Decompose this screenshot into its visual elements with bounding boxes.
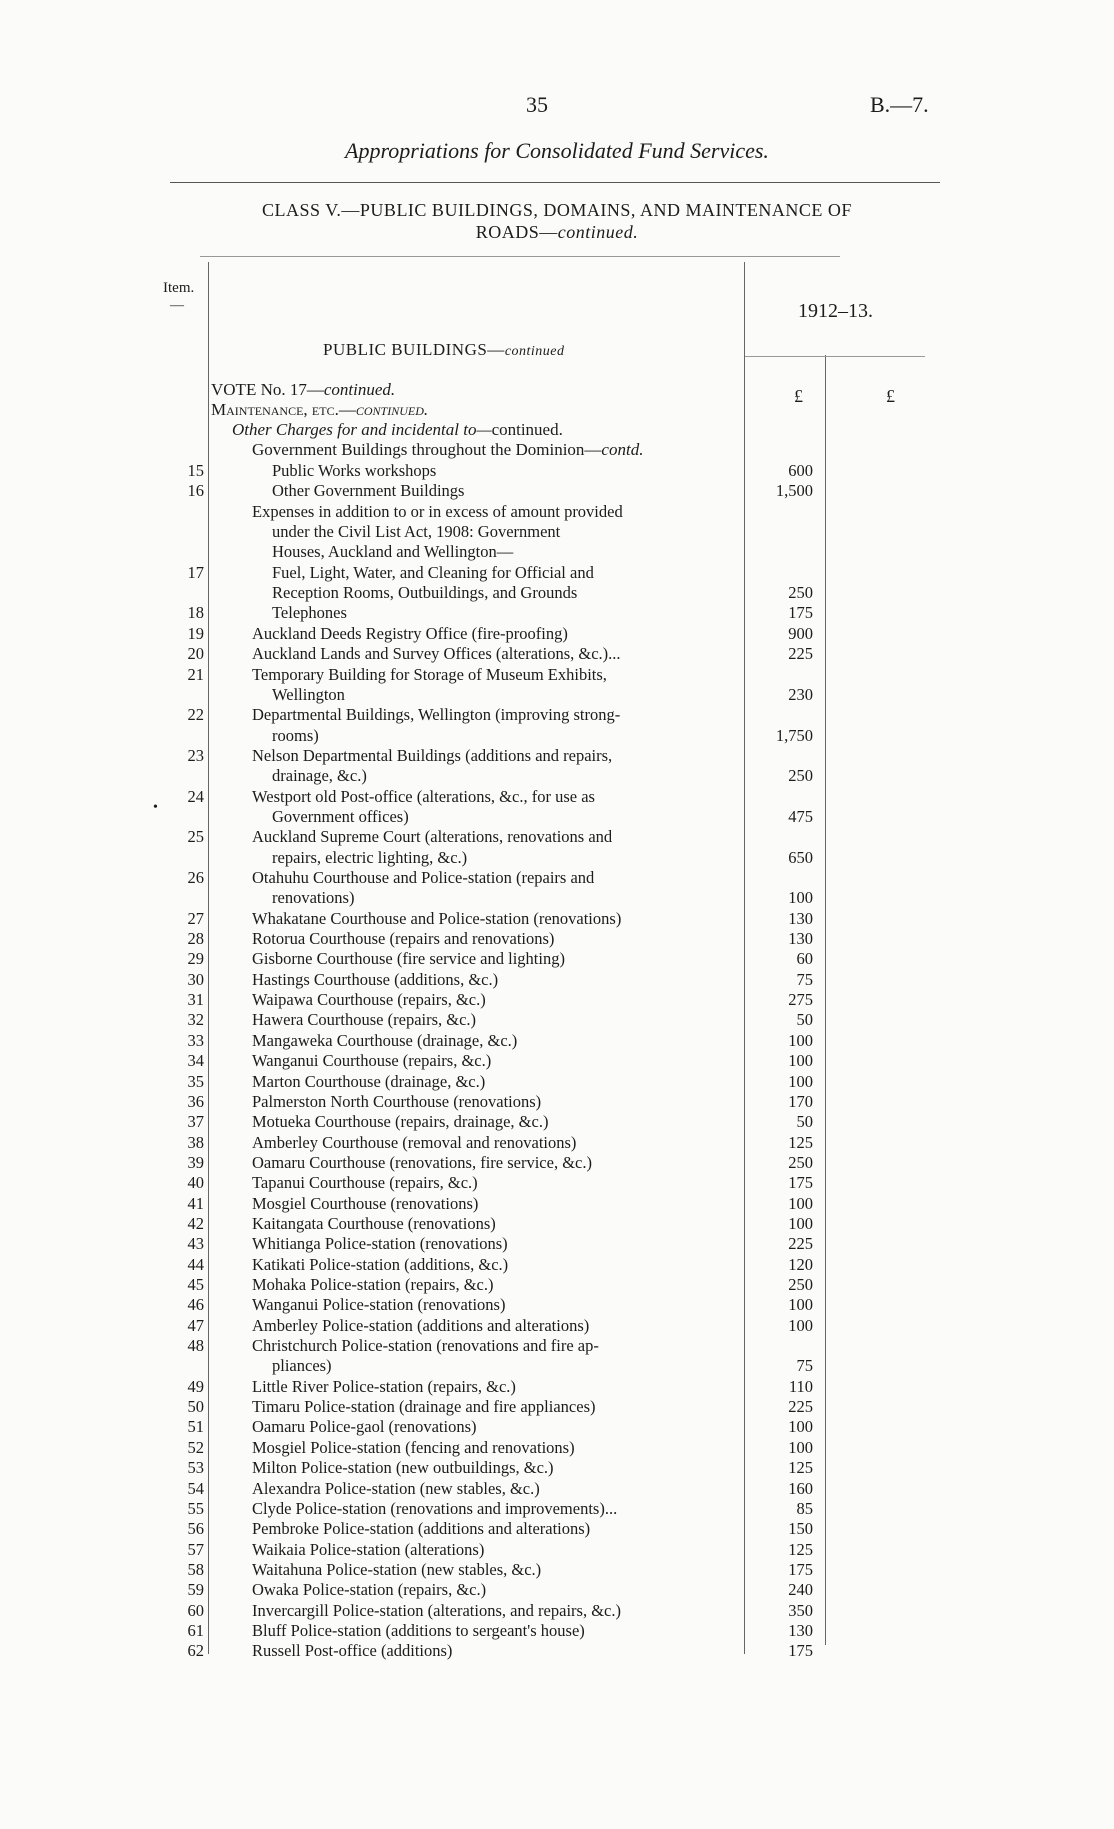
section-title-continued: continued [504, 344, 565, 359]
table-row [0, 1580, 1114, 1601]
table-row [0, 909, 1114, 930]
item-amount: 125 [788, 1132, 813, 1152]
item-amount: 100 [788, 1213, 813, 1233]
item-description: Motueka Courthouse (repairs, drainage, &c.) [252, 1112, 549, 1132]
item-amount: 85 [796, 1498, 813, 1518]
table-row [0, 1072, 1114, 1093]
item-description: Departmental Buildings, Wellington (improving strong- [252, 705, 621, 725]
other-charges-heading [232, 420, 563, 440]
item-description: Hawera Courthouse (repairs, &c.) [252, 1010, 477, 1030]
other-charges-heading-text: Other Charges for and incidental to— [232, 420, 492, 439]
item-amount: 250 [788, 1152, 813, 1172]
item-amount: 475 [788, 806, 813, 826]
table-row [0, 1295, 1114, 1316]
section-title [323, 340, 565, 360]
vote-heading [211, 380, 395, 400]
item-number: 26 [187, 868, 204, 887]
item-amount: 100 [788, 1051, 813, 1071]
item-description: Public Works workshops [272, 461, 437, 480]
item-description: Auckland Deeds Registry Office (fire-proofing) [252, 623, 568, 643]
item-number: 45 [187, 1275, 204, 1294]
table-row [0, 970, 1114, 991]
item-number: 54 [187, 1478, 204, 1498]
page-title: Appropriations for Consolidated Fund Services. [345, 138, 769, 163]
government-buildings-heading-contd: contd. [601, 440, 644, 459]
item-description: Palmerston North Courthouse (renovations) [252, 1091, 542, 1111]
item-description: Waikaia Police-station (alterations) [252, 1539, 485, 1559]
item-description: Milton Police-station (new outbuildings, &c.) [252, 1458, 554, 1478]
table-row [0, 888, 1114, 909]
item-number: 43 [187, 1234, 204, 1254]
table-row [0, 1153, 1114, 1174]
item-amount: 100 [788, 1437, 813, 1457]
table-row [0, 481, 1114, 502]
item-amount: 130 [788, 929, 813, 949]
item-description: Owaka Police-station (repairs, &c.) [252, 1580, 487, 1600]
table-row [0, 1458, 1114, 1479]
item-description: Telephones [272, 603, 347, 623]
item-amount: 230 [788, 684, 813, 704]
item-number: 31 [187, 990, 204, 1010]
class-heading-continued: continued. [557, 222, 639, 242]
item-description: Amberley Courthouse (removal and renovations) [252, 1132, 577, 1152]
expenses-heading-line3 [0, 542, 1114, 563]
item-description: Houses, Auckland and Wellington— [272, 542, 514, 562]
item-number: 48 [187, 1336, 204, 1356]
table-row [0, 848, 1114, 869]
expenses-heading-line1 [0, 502, 1114, 523]
other-charges-heading-continued: continued. [491, 420, 563, 439]
item-number: 50 [187, 1397, 204, 1417]
item-number: 52 [187, 1437, 204, 1457]
table-row [0, 644, 1114, 665]
item-number: 33 [187, 1030, 204, 1050]
item-description: Mosgiel Police-station (fencing and renovations) [252, 1437, 575, 1457]
table-row [0, 1275, 1114, 1296]
table-row [0, 1560, 1114, 1581]
year-rule [745, 356, 925, 357]
item-amount: 900 [788, 623, 813, 643]
item-number: 36 [187, 1091, 204, 1111]
item-description: Marton Courthouse (drainage, &c.) [252, 1071, 486, 1091]
item-description: Waipawa Courthouse (repairs, &c.) [252, 990, 486, 1010]
table-row [0, 1316, 1114, 1337]
item-number: 58 [187, 1559, 204, 1579]
item-amount: 175 [788, 603, 813, 623]
item-description: Nelson Departmental Buildings (additions and repairs, [252, 745, 613, 765]
page-number: 35 [526, 92, 548, 117]
item-number: 21 [187, 664, 204, 684]
item-number: 40 [187, 1173, 204, 1193]
table-row [0, 1519, 1114, 1540]
table-row [0, 1356, 1114, 1377]
table-row [0, 1621, 1114, 1642]
table-row [0, 868, 1114, 889]
item-description: Mohaka Police-station (repairs, &c.) [252, 1275, 494, 1294]
table-row [0, 624, 1114, 645]
item-amount: 100 [788, 1315, 813, 1335]
vote-heading-continued: continued. [323, 380, 396, 399]
item-description: Clyde Police-station (renovations and improvements)... [252, 1498, 618, 1518]
item-description: Pembroke Police-station (additions and alterations) [252, 1519, 591, 1539]
item-amount: 50 [796, 1010, 813, 1030]
item-amount: 160 [788, 1478, 813, 1498]
item-number: 39 [187, 1152, 204, 1172]
item-amount: 50 [796, 1112, 813, 1132]
item-description: drainage, &c.) [272, 766, 367, 786]
item-number: 60 [187, 1600, 204, 1620]
table-row [0, 1133, 1114, 1154]
table-row [0, 1641, 1114, 1662]
item-amount: 75 [796, 969, 813, 989]
table-row [0, 726, 1114, 747]
item-number: 53 [187, 1458, 204, 1478]
expenses-heading-line2 [0, 522, 1114, 543]
item-number: 24 [187, 786, 204, 806]
item-amount: 100 [788, 1071, 813, 1091]
item-description: Invercargill Police-station (alterations, and repairs, &c.) [252, 1600, 621, 1620]
table-row [0, 461, 1114, 482]
item-description: Katikati Police-station (additions, &c.) [252, 1254, 509, 1274]
item-description: Temporary Building for Storage of Museum Exhibits, [252, 664, 607, 684]
document-reference: B.—7. [870, 92, 929, 117]
item-amount: 120 [788, 1254, 813, 1274]
table-row [0, 1214, 1114, 1235]
item-description: Wanganui Courthouse (repairs, &c.) [252, 1051, 492, 1071]
item-number: 27 [187, 908, 204, 928]
class-heading-line1: CLASS V.—PUBLIC BUILDINGS, DOMAINS, AND MAINTENANCE OF [262, 200, 852, 220]
item-description: rooms) [272, 725, 319, 745]
table-row [0, 990, 1114, 1011]
item-amount: 225 [788, 644, 813, 664]
table-row [0, 1540, 1114, 1561]
item-amount: 175 [788, 1173, 813, 1193]
item-description: Wanganui Police-station (renovations) [252, 1295, 506, 1315]
item-description: Whitianga Police-station (renovations) [252, 1234, 508, 1254]
item-number: 51 [187, 1417, 204, 1437]
maintenance-heading-continued: continued. [355, 400, 429, 419]
table-row [0, 563, 1114, 584]
table-row [0, 1397, 1114, 1418]
item-amount: 60 [796, 949, 813, 969]
item-description: Otahuhu Courthouse and Police-station (repairs and [252, 868, 595, 887]
table-row [0, 1051, 1114, 1072]
item-number: 41 [187, 1193, 204, 1213]
item-number: 56 [187, 1519, 204, 1539]
item-amount: 240 [788, 1580, 813, 1600]
item-amount: 170 [788, 1091, 813, 1111]
table-row [0, 603, 1114, 624]
item-number: 42 [187, 1213, 204, 1233]
item-amount: 75 [796, 1356, 813, 1376]
item-description: renovations) [272, 888, 355, 908]
government-buildings-heading [252, 440, 643, 460]
year-column-header: 1912–13. [798, 300, 873, 322]
maintenance-heading [211, 400, 428, 420]
item-number: 32 [187, 1010, 204, 1030]
item-amount: 1,750 [775, 725, 813, 745]
item-amount: 175 [788, 1559, 813, 1579]
item-amount: 100 [788, 1030, 813, 1050]
item-description: Wellington [272, 684, 345, 704]
item-number: 47 [187, 1315, 204, 1335]
item-amount: 130 [788, 1620, 813, 1640]
table-row [0, 1234, 1114, 1255]
table-row [0, 1417, 1114, 1438]
currency-symbol-total: £ [886, 386, 895, 406]
item-amount: 1,500 [775, 481, 813, 501]
item-description: Fuel, Light, Water, and Cleaning for Official and [272, 562, 594, 582]
table-row [0, 1112, 1114, 1133]
table-row [0, 929, 1114, 950]
table-row [0, 766, 1114, 787]
item-description: Expenses in addition to or in excess of amount provided [252, 501, 623, 521]
table-row [0, 827, 1114, 848]
table-row [0, 1601, 1114, 1622]
item-number: 19 [187, 623, 204, 643]
item-description: Tapanui Courthouse (repairs, &c.) [252, 1173, 478, 1193]
table-row [0, 807, 1114, 828]
table-row [0, 705, 1114, 726]
vote-heading-text: VOTE No. 17— [211, 380, 324, 399]
item-description: Auckland Supreme Court (alterations, renovations and [252, 827, 613, 847]
item-number: 49 [187, 1376, 204, 1396]
table-row [0, 1173, 1114, 1194]
table-row [0, 787, 1114, 808]
table-row [0, 1479, 1114, 1500]
item-number: 25 [187, 827, 204, 847]
item-number: 55 [187, 1498, 204, 1518]
item-description: Kaitangata Courthouse (renovations) [252, 1213, 496, 1233]
item-number: 34 [187, 1051, 204, 1071]
item-description: Oamaru Police-gaol (renovations) [252, 1417, 477, 1437]
item-amount: 125 [788, 1539, 813, 1559]
table-row [0, 1336, 1114, 1357]
item-number: 35 [187, 1071, 204, 1091]
section-title-text: PUBLIC BUILDINGS— [323, 340, 505, 359]
item-number: 28 [187, 929, 204, 949]
table-row [0, 746, 1114, 767]
table-row [0, 1255, 1114, 1276]
item-number: 44 [187, 1254, 204, 1274]
table-row [0, 1499, 1114, 1520]
item-description: Rotorua Courthouse (repairs and renovations) [252, 929, 555, 949]
class-heading-line2 [0, 222, 1114, 243]
item-amount: 350 [788, 1600, 813, 1620]
item-number: 30 [187, 969, 204, 989]
table-row [0, 665, 1114, 686]
item-number: 59 [187, 1580, 204, 1600]
item-amount: 650 [788, 847, 813, 867]
item-description: Little River Police-station (repairs, &c.) [252, 1376, 516, 1396]
item-number: 37 [187, 1112, 204, 1132]
table-row [0, 1031, 1114, 1052]
class-heading-roads: ROADS— [475, 222, 558, 242]
currency-symbol-amount: £ [794, 386, 803, 406]
item-amount: 250 [788, 1275, 813, 1294]
title-rule [170, 182, 940, 183]
item-description: Oamaru Courthouse (renovations, fire service, &c.) [252, 1152, 592, 1172]
item-number: 61 [187, 1620, 204, 1640]
item-number: 16 [187, 481, 204, 501]
item-description: Mosgiel Courthouse (renovations) [252, 1193, 479, 1213]
table-row [0, 1194, 1114, 1215]
item-number: 17 [187, 562, 204, 582]
item-description: Timaru Police-station (drainage and fire appliances) [252, 1397, 596, 1417]
item-description: Mangaweka Courthouse (drainage, &c.) [252, 1030, 518, 1050]
item-amount: 250 [788, 583, 813, 603]
item-amount: 600 [788, 461, 813, 480]
margin-mark: • [153, 800, 158, 815]
item-amount: 225 [788, 1234, 813, 1254]
item-amount: 275 [788, 990, 813, 1010]
item-description: Auckland Lands and Survey Offices (alterations, &c.)... [252, 644, 621, 664]
item-amount: 125 [788, 1458, 813, 1478]
item-description: Amberley Police-station (additions and alterations) [252, 1315, 590, 1335]
item-amount: 110 [788, 1376, 813, 1396]
item-description: Alexandra Police-station (new stables, &c.) [252, 1478, 540, 1498]
item-amount: 100 [788, 1193, 813, 1213]
table-row [0, 949, 1114, 970]
item-description: Waitahuna Police-station (new stables, &c.) [252, 1559, 542, 1579]
item-description: Christchurch Police-station (renovations and fire ap- [252, 1336, 599, 1356]
item-amount: 250 [788, 766, 813, 786]
item-amount: 225 [788, 1397, 813, 1417]
item-number: 62 [187, 1641, 204, 1661]
table-row [0, 1438, 1114, 1459]
item-description: Whakatane Courthouse and Police-station (renovations) [252, 908, 622, 928]
item-number: 20 [187, 644, 204, 664]
item-amount: 150 [788, 1519, 813, 1539]
class-rule [200, 256, 840, 257]
table-row [0, 583, 1114, 604]
item-number: 38 [187, 1132, 204, 1152]
item-amount: 100 [788, 888, 813, 908]
item-number: 15 [187, 461, 204, 480]
item-description: Russell Post-office (additions) [252, 1641, 453, 1661]
item-description: Gisborne Courthouse (fire service and lighting) [252, 949, 565, 969]
item-column-dash: — [170, 298, 184, 313]
item-number: 22 [187, 705, 204, 725]
item-number: 57 [187, 1539, 204, 1559]
item-number: 29 [187, 949, 204, 969]
table-row [0, 1377, 1114, 1398]
item-description: pliances) [272, 1356, 332, 1376]
item-amount: 100 [788, 1295, 813, 1315]
item-amount: 100 [788, 1417, 813, 1437]
item-description: Westport old Post-office (alterations, &c., for use as [252, 786, 595, 806]
table-row [0, 1092, 1114, 1113]
table-row [0, 1010, 1114, 1031]
item-number: 18 [187, 603, 204, 623]
item-description: Reception Rooms, Outbuildings, and Grounds [272, 583, 578, 603]
maintenance-heading-text: Maintenance, etc.— [211, 400, 356, 419]
item-number: 46 [187, 1295, 204, 1315]
table-row [0, 685, 1114, 706]
item-column-header: Item. [163, 280, 195, 296]
item-description: Bluff Police-station (additions to sergeant's house) [252, 1620, 585, 1640]
item-description: Hastings Courthouse (additions, &c.) [252, 969, 499, 989]
item-amount: 130 [788, 908, 813, 928]
item-description: Other Government Buildings [272, 481, 465, 501]
item-amount: 175 [788, 1641, 813, 1661]
item-description: Government offices) [272, 806, 409, 826]
item-description: repairs, electric lighting, &c.) [272, 847, 468, 867]
item-description: under the Civil List Act, 1908: Government [272, 522, 561, 542]
government-buildings-heading-text: Government Buildings throughout the Dominion— [252, 440, 602, 459]
item-number: 23 [187, 745, 204, 765]
